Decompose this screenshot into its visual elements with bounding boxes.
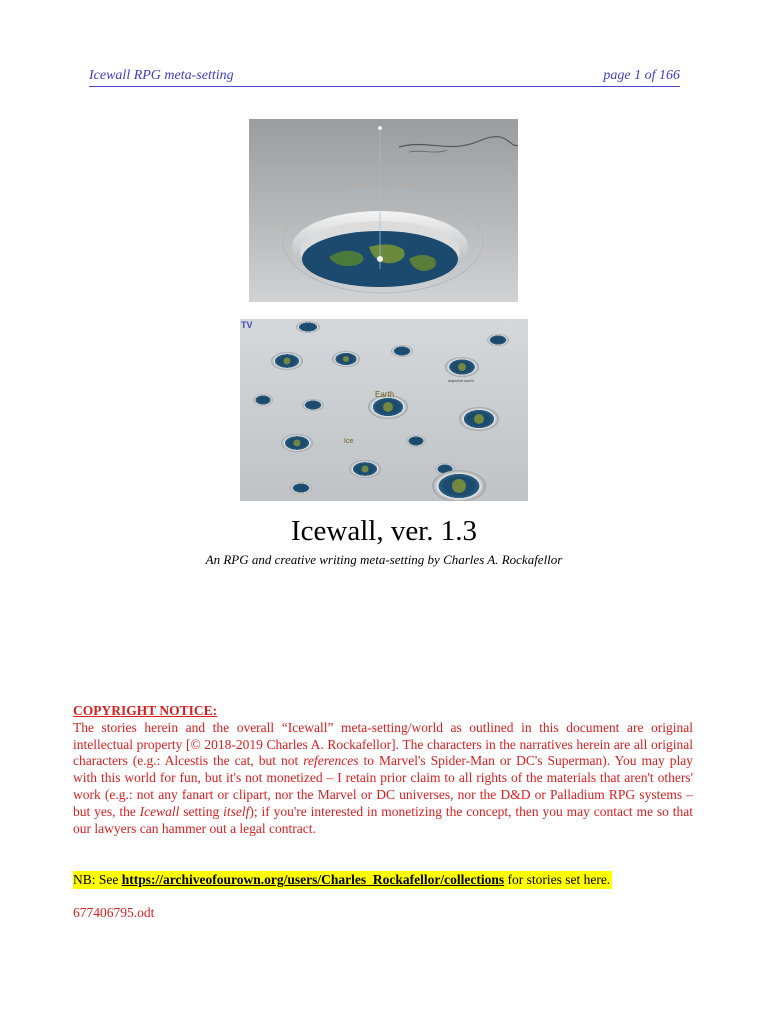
- collections-link[interactable]: https://archiveofourown.org/users/Charles_Rockafellor/collections: [121, 872, 505, 887]
- document-title: Icewall, ver. 1.3: [290, 515, 477, 547]
- nb-note: [73, 871, 612, 889]
- adjacent-world-label: adjacent world: [448, 378, 474, 383]
- multiple-worlds-image: [240, 319, 528, 501]
- file-identifier: 677406795.odt: [73, 905, 155, 920]
- copyright-text-1: The stories herein and the overall “Icewall” meta-setting/world as outlined in this document are original intellectual property [© 2018-2019 Charles A. Rockafellor]. The characters in the narratives herein are all original characters (e.g.: Alcestis the cat, but not: [73, 719, 693, 769]
- copyright-text-3: setting: [179, 803, 224, 819]
- tv-logo-text: TV: [241, 320, 253, 330]
- document-subtitle: An RPG and creative writing meta-setting by Charles A. Rockafellor: [205, 552, 563, 567]
- copyright-emphasis-itself: itself: [223, 803, 250, 819]
- copyright-text-2: to Marvel's Spider-Man or DC's Superman). You may play with this world for fun, but it's not monetized – I retain prior claim to all rights of the materials that aren't others' work (e.g.: not any fanart or clipart, nor the Marvel or DC universes, nor the D&D or Palladium RPG systems – but yes, the: [73, 753, 693, 819]
- running-header: [89, 68, 680, 87]
- icewall-hole-image: [249, 119, 518, 302]
- copyright-text-4: ); if you're interested in monetizing the concept, then you may contact me so that our lawyers can hammer out a legal contract.: [73, 803, 693, 836]
- nb-prefix: NB: See: [73, 872, 122, 887]
- earth-label: Earth: [375, 390, 395, 399]
- copyright-heading: COPYRIGHT NOTICE:: [73, 703, 218, 718]
- header-title: Icewall RPG meta-setting: [89, 68, 234, 83]
- copyright-emphasis-icewall: Icewall: [139, 803, 180, 819]
- nb-suffix: for stories set here.: [504, 872, 611, 887]
- page-number: page 1 of 166: [603, 68, 680, 83]
- copyright-emphasis-references: references: [303, 753, 359, 769]
- copyright-notice: [73, 703, 693, 837]
- ice-label: Ice: [344, 438, 354, 445]
